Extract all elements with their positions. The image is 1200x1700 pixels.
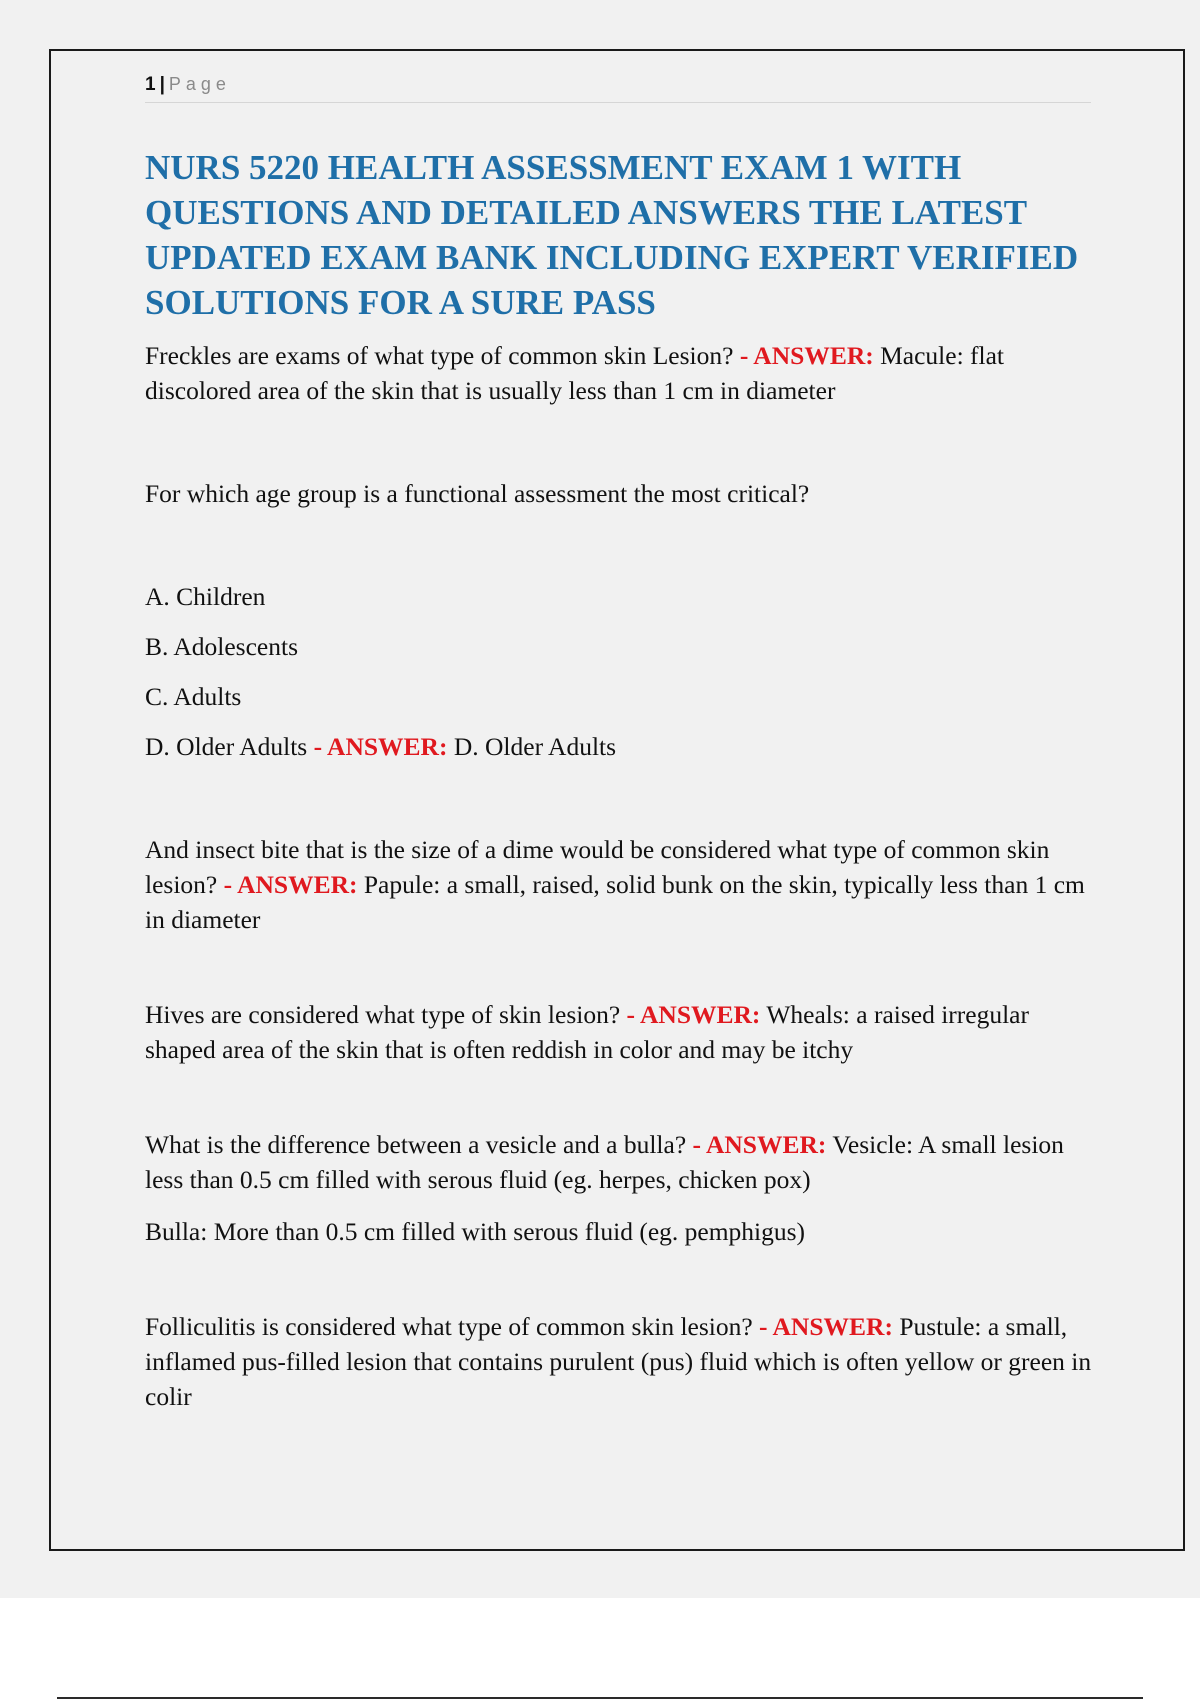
answer-label: - ANSWER: <box>223 870 358 899</box>
qa-item-hives <box>145 997 1095 1067</box>
option-a: A. Children <box>145 582 266 611</box>
answer-label: - ANSWER: <box>759 1312 893 1341</box>
page-header <box>145 72 1091 103</box>
page-label: Page <box>168 74 231 94</box>
qa-item-freckles <box>145 338 1095 408</box>
answer-continued-text: Bulla: More than 0.5 cm filled with serous fluid (eg. pemphigus) <box>145 1217 806 1246</box>
qa-item-vesicle-bulla <box>145 1127 1095 1197</box>
answer-text: Papule: a small, raised, solid bunk on the skin, typically less than 1 cm in diameter <box>145 870 1085 934</box>
qa-item-folliculitis <box>145 1309 1095 1414</box>
option-d-text: D. Older Adults <box>145 732 314 761</box>
answer-text: Macule: flat discolored area of the skin that is usually less than 1 cm in diameter <box>145 341 1005 405</box>
option-b: B. Adolescents <box>145 632 298 661</box>
answer-label: - ANSWER: <box>692 1130 827 1159</box>
answer-label: - ANSWER: <box>313 732 448 761</box>
page-number: 1 <box>145 74 156 95</box>
question-text: For which age group is a functional assessment the most critical? <box>145 479 810 508</box>
next-page-divider <box>57 1697 1143 1699</box>
answer-text: Vesicle: A small lesion less than 0.5 cm filled with serous fluid (eg. herpes, chicken pox) <box>145 1130 1064 1194</box>
option-c: C. Adults <box>145 682 242 711</box>
answer-text: D. Older Adults <box>447 732 617 761</box>
answer-text: Pustule: a small, inflamed pus-filled lesion that contains purulent (pus) fluid which is often yellow or green in colir <box>145 1312 1092 1411</box>
answer-label: - ANSWER: <box>739 341 874 370</box>
answer-label: - ANSWER: <box>626 1000 761 1029</box>
question-text: Freckles are exams of what type of common skin Lesion? <box>145 341 740 370</box>
qa-content <box>145 338 1095 1414</box>
question-text: And insect bite that is the size of a dime would be considered what type of common skin lesion? <box>145 835 1050 899</box>
qa-item-insect-bite <box>145 832 1095 937</box>
page-separator: | <box>159 74 165 95</box>
answer-text: Wheals: a raised irregular shaped area of the skin that is often reddish in color and may be itchy <box>145 1000 1029 1064</box>
question-text: What is the difference between a vesicle and a bulla? <box>145 1130 693 1159</box>
option-d <box>145 729 1095 764</box>
question-text: Hives are considered what type of skin lesion? <box>145 1000 627 1029</box>
qa-item-functional-assessment <box>145 476 1095 511</box>
document-title: NURS 5220 HEALTH ASSESSMENT EXAM 1 WITH QUESTIONS AND DETAILED ANSWERS THE LATEST UPDATED EXAM BANK INCLUDING EXPERT VERIFIED SOLUTIONS FOR A SURE PASS <box>145 148 1079 322</box>
question-text: Folliculitis is considered what type of common skin lesion? <box>145 1312 760 1341</box>
